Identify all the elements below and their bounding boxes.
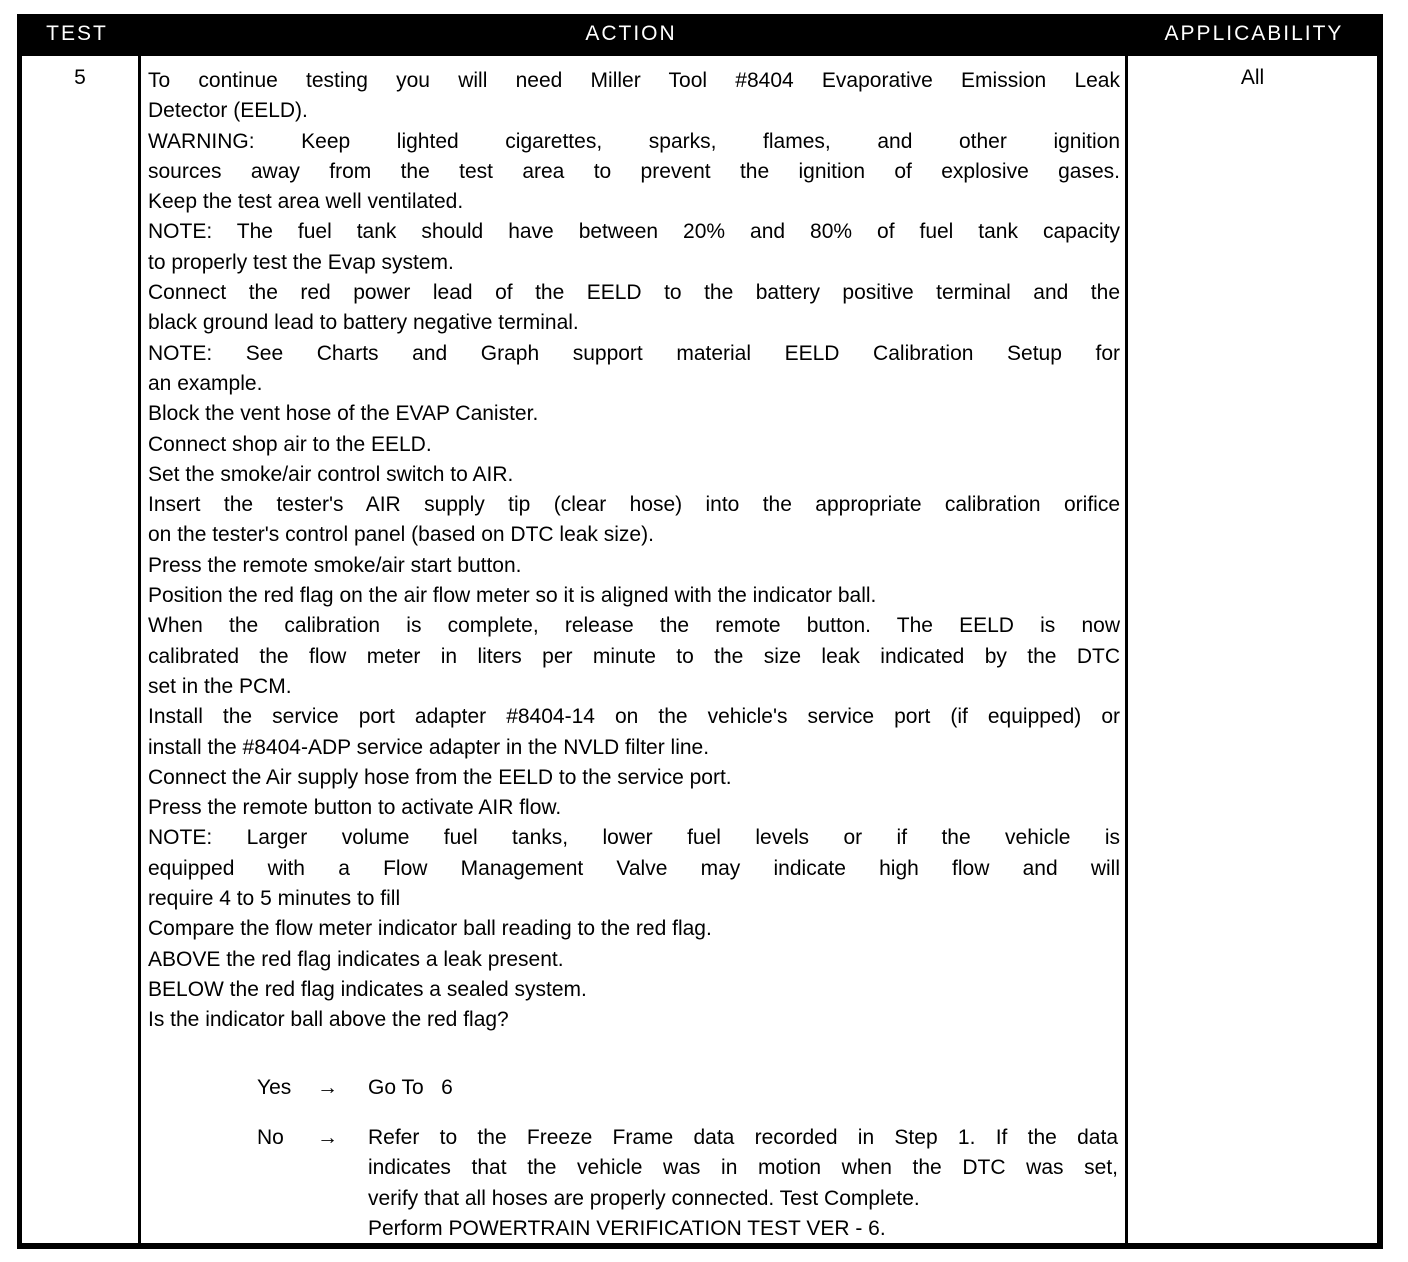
applicability-cell: [1128, 56, 1377, 1243]
action-line: Connect the Air supply hose from the EELD to the service port.: [148, 765, 732, 789]
answer-line: Refer to the Freeze Frame data recorded in Step 1. If the data: [368, 1126, 1118, 1149]
answer-text: [368, 1123, 1118, 1244]
action-line: Insert the tester's AIR supply tip (clear hose) into the appropriate calibration orifice: [148, 493, 1120, 517]
action-line: Press the remote button to activate AIR flow.: [148, 796, 562, 820]
answer-label: Yes: [257, 1076, 292, 1099]
action-line: on the tester's control panel (based on DTC leak size).: [148, 523, 654, 547]
applicability-value: All: [1240, 66, 1265, 89]
answer-line: Perform POWERTRAIN VERIFICATION TEST VER - 6.: [368, 1216, 886, 1240]
arrow-right-icon: →: [317, 1076, 338, 1099]
action-line: to properly test the Evap system.: [148, 250, 454, 274]
action-text: [148, 66, 1120, 1036]
action-line: Set the smoke/air control switch to AIR.: [148, 462, 514, 486]
action-line: NOTE: The fuel tank should have between 20% and 80% of fuel tank capacity: [148, 220, 1120, 244]
test-cell: [22, 56, 138, 1243]
action-line: Block the vent hose of the EVAP Canister.: [148, 402, 539, 426]
action-line: ABOVE the red flag indicates a leak present.: [148, 947, 564, 971]
action-line: Press the remote smoke/air start button.: [148, 553, 522, 577]
action-line: Position the red flag on the air flow meter so it is aligned with the indicator ball.: [148, 584, 877, 608]
action-line: Install the service port adapter #8404-14 on the vehicle's service port (if equipped) or: [148, 705, 1120, 729]
action-line: Detector (EELD).: [148, 99, 308, 123]
diagnostic-table: [17, 14, 1383, 1249]
action-line: WARNING: Keep lighted cigarettes, sparks, flames, and other ignition: [148, 129, 1120, 153]
action-line: NOTE: See Charts and Graph support material EELD Calibration Setup for: [148, 341, 1120, 365]
header-action: ACTION: [585, 22, 677, 45]
action-line: Is the indicator ball above the red flag?: [148, 1008, 509, 1032]
action-line: Keep the test area well ventilated.: [148, 190, 464, 214]
answer-line: Go To 6: [368, 1076, 453, 1099]
test-number: 5: [74, 66, 86, 89]
action-line: Compare the flow meter indicator ball reading to the red flag.: [148, 917, 712, 941]
action-line: an example.: [148, 371, 263, 395]
action-line: equipped with a Flow Management Valve may indicate high flow and will: [148, 856, 1120, 880]
action-line: set in the PCM.: [148, 674, 292, 698]
action-line: sources away from the test area to prevent the ignition of explosive gases.: [148, 159, 1120, 183]
answer-text: [368, 1073, 1118, 1103]
action-line: Connect shop air to the EELD.: [148, 432, 432, 456]
action-line: require 4 to 5 minutes to fill: [148, 887, 401, 911]
action-line: BELOW the red flag indicates a sealed system.: [148, 977, 587, 1001]
action-line: When the calibration is complete, release the remote button. The EELD is now: [148, 614, 1120, 638]
action-line: Connect the red power lead of the EELD to the battery positive terminal and the: [148, 281, 1120, 305]
action-line: calibrated the flow meter in liters per minute to the size leak indicated by the DTC: [148, 644, 1120, 668]
action-cell: [141, 56, 1125, 1243]
action-line: NOTE: Larger volume fuel tanks, lower fuel levels or if the vehicle is: [148, 826, 1120, 850]
header-applicability: APPLICABILITY: [1164, 22, 1344, 45]
header-test: TEST: [46, 22, 108, 45]
arrow-right-icon: →: [317, 1126, 338, 1149]
answer-label: No: [257, 1126, 284, 1149]
action-line: install the #8404-ADP service adapter in the NVLD filter line.: [148, 735, 710, 759]
answer-line: indicates that the vehicle was in motion when the DTC was set,: [368, 1156, 1118, 1180]
action-line: To continue testing you will need Miller Tool #8404 Evaporative Emission Leak: [148, 69, 1120, 92]
answer-line: verify that all hoses are properly connected. Test Complete.: [368, 1186, 920, 1210]
action-line: black ground lead to battery negative terminal.: [148, 311, 579, 335]
